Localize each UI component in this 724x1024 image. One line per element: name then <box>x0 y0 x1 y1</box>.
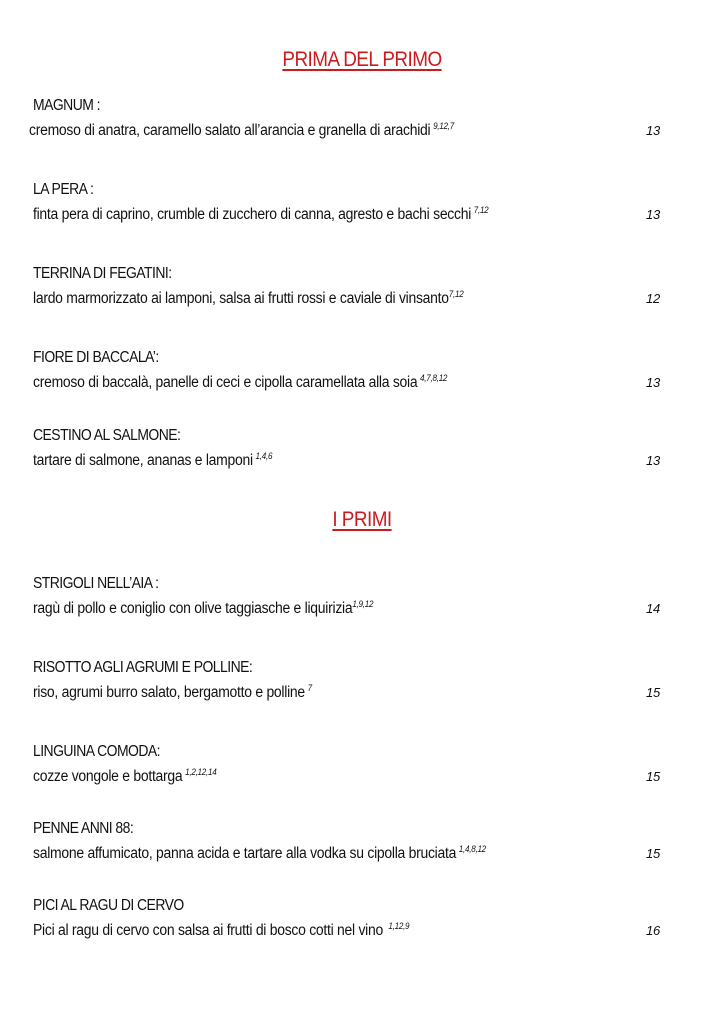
allergen-codes: 4,7,8,12 <box>420 373 448 383</box>
item-description-text: Pici al ragu di cervo con salsa ai frutti di bosco cotti nel vino <box>33 922 383 939</box>
item-description <box>33 289 463 308</box>
item-description-text: ragù di pollo e coniglio con olive taggiasche e liquirizia <box>33 600 353 617</box>
item-description <box>33 921 409 940</box>
menu-item <box>0 743 724 803</box>
item-price: 15 <box>645 769 660 784</box>
item-description <box>33 844 486 863</box>
item-name: TERRINA DI FEGATINI: <box>33 265 172 282</box>
allergen-codes: 9,12,7 <box>433 121 454 131</box>
menu-item <box>0 97 724 157</box>
menu-item <box>0 659 724 719</box>
item-name: STRIGOLI NELL’AIA : <box>33 575 159 592</box>
item-description <box>33 599 373 618</box>
item-price: 13 <box>645 453 660 468</box>
item-description-text: tartare di salmone, ananas e lamponi <box>33 452 253 469</box>
item-price: 13 <box>645 207 660 222</box>
item-description <box>33 373 447 392</box>
allergen-codes: 1,2,12,14 <box>185 767 217 777</box>
item-name: FIORE DI BACCALA’: <box>33 349 159 366</box>
item-description-text: lardo marmorizzato ai lamponi, salsa ai frutti rossi e caviale di vinsanto <box>33 290 449 307</box>
item-price: 13 <box>645 375 660 390</box>
item-description <box>33 683 312 702</box>
allergen-codes: 1,12,9 <box>388 921 410 931</box>
item-description <box>33 205 488 224</box>
menu-item <box>0 897 724 957</box>
menu-item <box>0 427 724 487</box>
allergen-codes: 7,12 <box>448 289 464 299</box>
item-price: 13 <box>645 123 660 138</box>
item-name: LINGUINA COMODA: <box>33 743 161 760</box>
item-price: 12 <box>645 291 660 306</box>
item-description-text: finta pera di caprino, crumble di zucchero di canna, agresto e bachi secchi <box>33 206 472 223</box>
item-price: 16 <box>645 923 660 938</box>
allergen-codes: 1,4,6 <box>255 451 273 461</box>
menu-item <box>0 575 724 635</box>
item-name: PICI AL RAGU DI CERVO <box>33 897 184 914</box>
item-description <box>29 121 454 140</box>
item-description <box>33 451 272 470</box>
menu-item <box>0 265 724 325</box>
item-price: 15 <box>645 685 660 700</box>
item-description-text: cremoso di anatra, caramello salato all’arancia e granella di arachidi <box>29 122 431 139</box>
menu-item <box>0 181 724 241</box>
item-price: 14 <box>645 601 660 616</box>
allergen-codes: 7,12 <box>473 205 489 215</box>
item-description-text: cremoso di baccalà, panelle di ceci e cipolla caramellata alla soia <box>33 374 418 391</box>
menu-item <box>0 820 724 880</box>
item-description-text: salmone affumicato, panna acida e tartare alla vodka su cipolla bruciata <box>33 845 457 862</box>
item-name: PENNE ANNI 88: <box>33 820 134 837</box>
allergen-codes: 1,9,12 <box>352 599 374 609</box>
allergen-codes: 1,4,8,12 <box>458 844 486 854</box>
item-description <box>33 767 216 786</box>
item-name: CESTINO AL SALMONE: <box>33 427 181 444</box>
menu-item <box>0 349 724 409</box>
item-description-text: riso, agrumi burro salato, bergamotto e polline <box>33 684 305 701</box>
section-title-prima-del-primo: PRIMA DEL PRIMO <box>282 48 442 71</box>
section-title-i-primi: I PRIMI <box>332 508 392 531</box>
item-description-text: cozze vongole e bottarga <box>33 768 183 785</box>
item-name: MAGNUM : <box>33 97 100 114</box>
item-price: 15 <box>645 846 660 861</box>
allergen-codes: 7 <box>307 683 312 693</box>
item-name: LA PERA : <box>33 181 94 198</box>
item-name: RISOTTO AGLI AGRUMI E POLLINE: <box>33 659 253 676</box>
